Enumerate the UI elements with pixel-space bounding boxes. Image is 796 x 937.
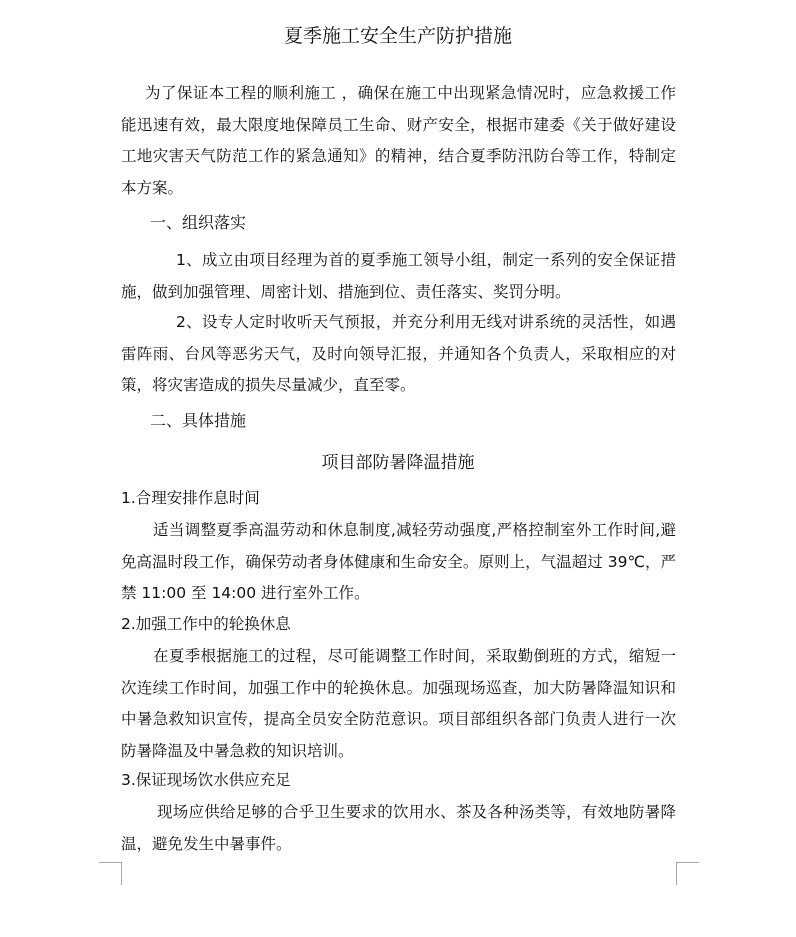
section-heading-measures: 二、具体措施: [150, 411, 247, 430]
section-heading-organization: 一、组织落实: [150, 213, 247, 232]
point-2-text: 在夏季根据施工的过程，尽可能调整工作时间，采取勤倒班的方式，缩短一次连续工作时间，加强工作中的轮换休息。加强现场巡查，加大防暑降温知识和中暑急救知识宣传，提高全员安全防范意识。项目部组织各部门负责人进行一次防暑降温及中暑急救的知识培训。: [121, 647, 676, 760]
organization-item-2: 2、设专人定时收听天气预报，并充分利用无线对讲系统的灵活性，如遇雷阵雨、台风等恶劣天气，及时向领导汇报，并通知各个负责人，采取相应的对策，将灾害造成的损失尽量减少，直至零。: [121, 313, 676, 394]
point-1-heading: 1.合理安排作息时间: [121, 489, 260, 507]
point-2-heading: 2.加强工作中的轮换休息: [121, 615, 291, 633]
sub-title: 项目部防暑降温措施: [321, 453, 475, 473]
intro-paragraph: 为了保证本工程的顺利施工 ，确保在施工中出现紧急情况时，应急救援工作能迅速有效，最大限度地保障员工生命、财产安全，根据市建委《关于做好建设工地灾害天气防范工作的紧急通知》的精神，结合夏季防汛防台等工作，特制定本方案。: [121, 84, 676, 197]
page-corner-mark-left: [99, 862, 122, 885]
point-3-text: 现场应供给足够的合乎卫生要求的饮用水、茶及各种汤类等，有效地防暑降温，避免发生中暑事件。: [121, 803, 676, 853]
point-3-heading: 3.保证现场饮水供应充足: [121, 771, 291, 789]
document-title: 夏季施工安全生产防护措施: [283, 25, 512, 47]
point-1-text: 适当调整夏季高温劳动和休息制度,减轻劳动强度,严格控制室外工作时间,避免高温时段工作，确保劳动者身体健康和生命安全。原则上，气温超过 39℃，严禁 11:00 至 14:00 进行室外工作。: [121, 521, 676, 602]
page-corner-mark-right: [676, 862, 699, 885]
organization-item-1: 1、成立由项目经理为首的夏季施工领导小组，制定一系列的安全保证措施，做到加强管理、周密计划、措施到位、责任落实、奖罚分明。: [121, 251, 676, 301]
